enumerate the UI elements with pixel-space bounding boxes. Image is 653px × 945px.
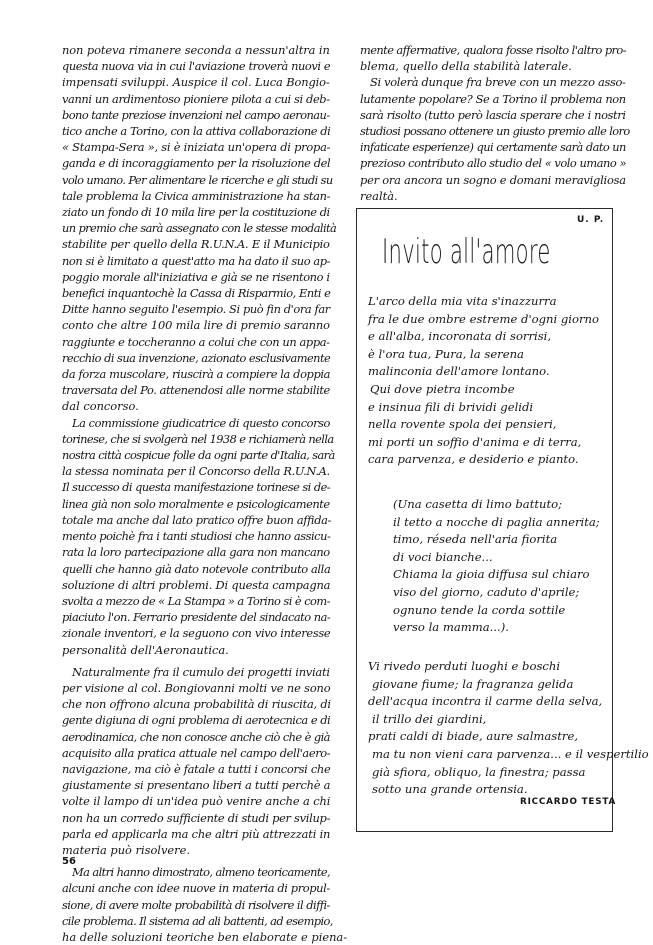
- text-line: e insinua fili di brividi gelidi: [368, 399, 534, 414]
- text-line: alcuni anche con idee nuove in materia di propul-: [62, 881, 330, 896]
- text-line: vanni un ardimentoso pioniere pilota a cui si deb-: [62, 91, 330, 106]
- text-line: parla ed applicarla ma che altri più attrezzati in: [62, 826, 331, 841]
- text-line: La commissione giudicatrice di questo concorso: [72, 415, 330, 430]
- text-line: realtà.: [360, 188, 398, 203]
- text-line: dal concorso.: [62, 399, 139, 414]
- text-line: rata la loro partecipazione alla gara non mancano: [62, 545, 330, 560]
- text-line: navigazione, ma ciò è fatale a tutti i concorsi che: [62, 761, 331, 776]
- text-line: il trillo dei giardini,: [372, 711, 487, 726]
- text-line: mi porti un soffio d'anima e di terra,: [368, 434, 582, 449]
- text-line: acquisito alla pratica attuale nel campo dell'aero-: [62, 745, 331, 760]
- text-line: prezioso contributo allo studio del « volo umano »: [360, 156, 626, 171]
- poem-stanza: [368, 658, 649, 799]
- text-line: Naturalmente fra il cumulo dei progetti inviati: [72, 664, 330, 679]
- text-line: personalità dell'Aeronautica.: [62, 642, 229, 657]
- left-column-article: [62, 42, 348, 945]
- text-line: soluzione di altri problemi. Di questa campagna: [62, 577, 331, 592]
- text-line: nella rovente spola dei pensieri,: [368, 417, 557, 432]
- text-line: volte il lampo di un'idea può venire anche a chi: [62, 794, 331, 809]
- article-paragraph: [62, 415, 335, 658]
- text-line: viso del giorno, caduto d'aprile;: [393, 584, 580, 599]
- text-line: questa nuova via in cui l'aviazione troverà nuovi e: [62, 59, 331, 74]
- text-line: conto che altre 100 mila lire di premio saranno: [62, 318, 330, 333]
- text-line: prati caldi di biade, aure salmastre,: [368, 729, 579, 744]
- text-line: svolta a mezzo de « La Stampa » a Torino si è com-: [62, 593, 330, 608]
- text-line: il tetto a nocche di paglia annerita;: [393, 514, 600, 529]
- text-line: malinconia dell'amore lontano.: [368, 364, 550, 379]
- text-line: lutamente popolare? Se a Torino il problema non: [360, 91, 626, 106]
- text-line: totale ma anche dal lato pratico offre buon affida-: [62, 512, 332, 527]
- right-column-article: [360, 42, 630, 204]
- text-line: studiosi possano ottenere un giusto premio alle loro: [360, 124, 630, 139]
- text-line: dell'acqua incontra il carme della selva,: [368, 694, 603, 709]
- article-paragraph: [62, 42, 337, 415]
- article-paragraph: [62, 664, 330, 858]
- article-paragraph: [62, 864, 348, 945]
- text-line: Ma altri hanno dimostrato, almeno teoricamente,: [72, 865, 331, 880]
- text-line: volo umano. Per alimentare le ricerche e gli studi su: [62, 172, 333, 187]
- text-line: e all'alba, incoronata di sorrisi,: [368, 329, 552, 344]
- text-line: giovane fiume; la fragranza gelida: [372, 676, 574, 691]
- text-line: è l'ora tua, Pura, la serena: [368, 346, 524, 361]
- text-line: ganda e di incoraggiamento per la risoluzione del: [62, 156, 331, 171]
- text-line: nostra città cospicue folle da ogni parte d'Italia, sarà: [62, 448, 335, 463]
- text-line: Ditte hanno seguito l'esempio. Si può fin d'ora far: [62, 302, 330, 317]
- text-line: ziato un fondo di 10 mila lire per la costituzione di: [62, 205, 330, 220]
- text-line: giustamente si presentano liberi a tutti perchè a: [62, 778, 331, 793]
- text-line: infaticate esperienze) qui certamente sarà dato un: [360, 140, 626, 155]
- text-line: cara parvenza, e desiderio e pianto.: [368, 452, 579, 467]
- article-paragraph: [360, 74, 630, 204]
- text-line: piaciuto l'on. Ferrario presidente del sindacato na-: [62, 610, 331, 625]
- text-line: sotto una grande ortensia.: [372, 782, 528, 797]
- text-line: ognuno tende la corda sottile: [393, 602, 566, 617]
- text-line: tico anche a Torino, con la attiva collaborazione di: [62, 124, 331, 139]
- text-line: traversata del Po. attenendosi alle norme stabilite: [62, 383, 330, 398]
- text-line: linea già non solo moralmente e psicologicamente: [62, 496, 330, 511]
- text-line: Vi rivedo perduti luoghi e boschi: [368, 659, 561, 673]
- text-line: aerodinamica, che non conosce anche ciò che è già: [62, 729, 330, 744]
- poem-stanza-parenthetical: [393, 496, 600, 637]
- text-line: non si è limitato a quest'atto ma ha dato il suo ap-: [62, 253, 331, 268]
- text-line: non ha un corredo sufficiente di studi per svilup-: [62, 810, 331, 825]
- text-line: raggiunte e toccheranno a colui che con un appa-: [62, 334, 330, 349]
- text-line: gente digiuna di ogni problema di aerotecnica e di: [62, 713, 331, 728]
- text-line: torinese, che si svolgerà nel 1938 e richiamerà nella: [62, 431, 334, 446]
- text-line: mento poichè fra i tanti studiosi che hanno assicu-: [62, 529, 331, 544]
- text-line: la stessa nominata per il Concorso della R.U.N.A.: [62, 464, 330, 479]
- text-line: Si volerà dunque fra breve con un mezzo asso-: [370, 75, 626, 90]
- text-line: cile problema. Il sistema ad ali battenti, ad esempio,: [62, 913, 333, 928]
- page-number: 56: [62, 856, 76, 867]
- text-line: L'arco della mia vita s'inazzurra: [368, 294, 557, 308]
- text-line: poggio morale all'iniziativa e già se ne risentono i: [62, 269, 330, 284]
- text-line: per ora ancora un sogno e domani meravigliosa: [360, 172, 626, 187]
- text-line: zionale inventori, e la seguono con vivo interesse: [62, 626, 331, 641]
- text-line: Il successo di questa manifestazione torinese si de-: [62, 480, 331, 495]
- poem-author: RICCARDO TESTA: [520, 797, 617, 807]
- text-line: Qui dove pietra incombe: [370, 381, 515, 396]
- text-line: un premio che sarà assegnato con le stesse modalità: [62, 221, 337, 236]
- text-line: benefici inquantochè la Cassa di Risparmio, Enti e: [62, 286, 331, 301]
- text-line: (Una casetta di limo battuto;: [393, 497, 563, 511]
- text-line: impensati sviluppi. Auspice il col. Luca Bongio-: [62, 75, 330, 90]
- text-line: di voci bianche...: [393, 549, 493, 564]
- text-line: ma tu non vieni cara parvenza... e il vespertilio: [372, 746, 649, 761]
- text-line: già sfiora, obliquo, la finestra; passa: [372, 764, 586, 779]
- text-line: tale problema la Civica amministrazione ha stan-: [62, 188, 331, 203]
- text-line: che non offrono alcuna probabilità di riuscita, di: [62, 697, 331, 712]
- text-line: quelli che hanno già dato notevole contributo alla: [62, 561, 331, 576]
- text-line: fra le due ombre estreme d'ogni giorno: [368, 311, 599, 326]
- article-signoff: U. P.: [577, 215, 605, 225]
- text-line: per visione al col. Bongiovanni molti ve ne sono: [62, 680, 331, 695]
- text-line: materia può risolvere.: [62, 842, 190, 857]
- text-line: recchio di sua invenzione, azionato esclusivamente: [62, 350, 331, 365]
- text-line: non poteva rimanere seconda a nessun'altra in: [62, 43, 330, 57]
- text-line: « Stampa-Sera », si è iniziata un'opera di propa-: [62, 140, 331, 155]
- poem-stanza: [368, 293, 599, 469]
- text-line: sarà risolto (tutto però lascia sperare che i nostri: [360, 107, 626, 122]
- text-line: ha delle soluzioni teoriche ben elaborate e piena-: [62, 929, 348, 944]
- text-line: blema, quello della stabilità laterale.: [360, 59, 572, 74]
- text-line: verso la mamma...).: [393, 620, 509, 635]
- text-line: sione, di avere molte probabilità di risolvere il diffi-: [62, 897, 330, 912]
- text-line: da forza muscolare, riuscirà a compiere la doppia: [62, 367, 331, 382]
- text-line: Chiama la gioia diffusa sul chiaro: [393, 567, 590, 582]
- text-line: stabilite per quello della R.U.N.A. E il Municipio: [62, 237, 330, 252]
- text-line: mente affermative, qualora fosse risolto l'altro pro-: [360, 43, 627, 57]
- text-line: timo, réseda nell'aria fiorita: [393, 532, 558, 547]
- article-paragraph: [360, 42, 626, 74]
- poem-title: Invito all'amore: [382, 232, 551, 272]
- text-line: bono tante preziose invenzioni nel campo aeronau-: [62, 107, 330, 122]
